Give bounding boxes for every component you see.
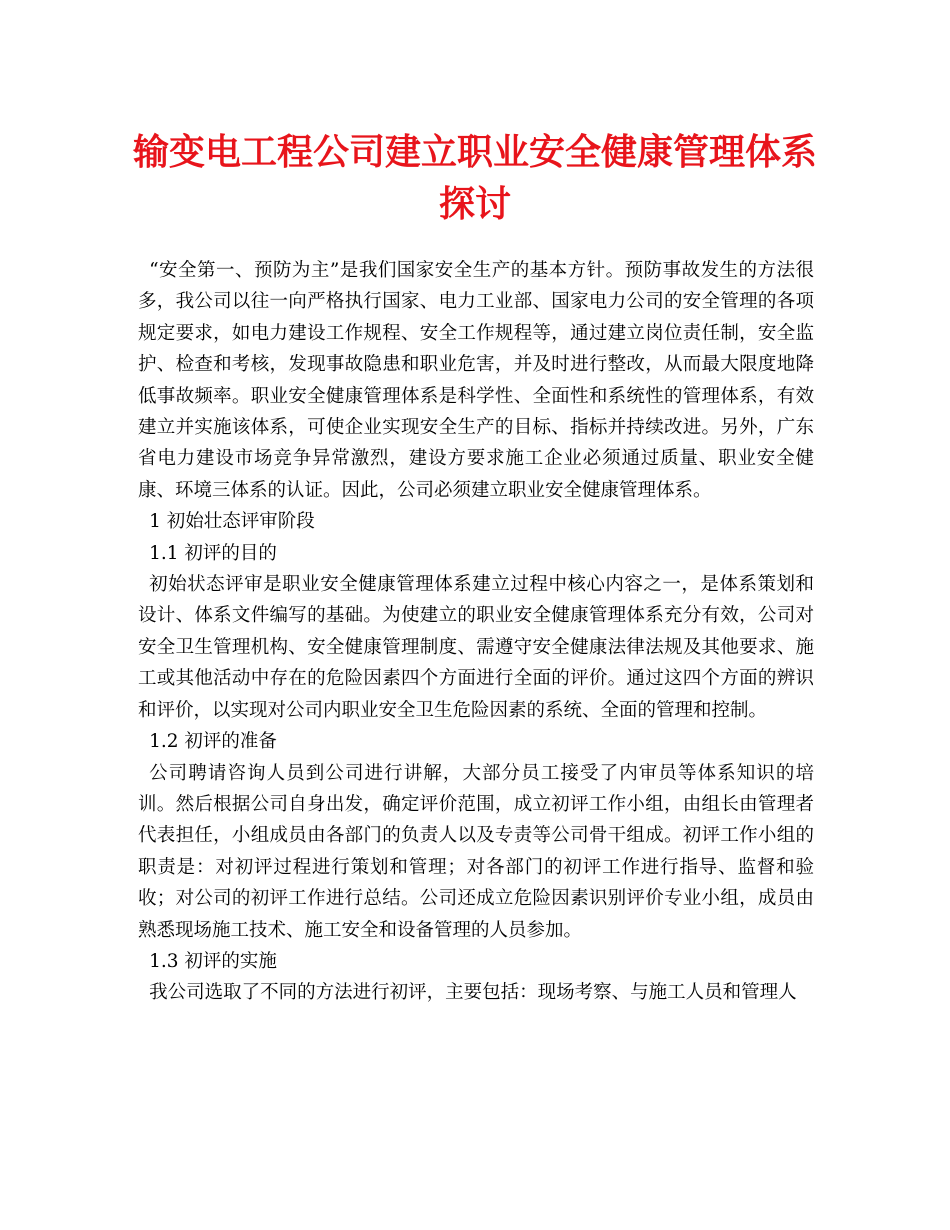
paragraph-1-1: 初始状态评审是职业安全健康管理体系建立过程中核心内容之一，是体系策划和设计、体系文件编写的基础。为使建立的职业安全健康管理体系充分有效，公司对安全卫生管理机构、安全健康管理制度、需遵守安全健康法律法规及其他要求、施工或其他活动中存在的危险因素四个方面进行全面的评价。通过这四个方面的辨识和评价，以实现对公司内职业安全卫生危险因素的系统、全面的管理和控制。 — [138, 574, 814, 721]
intro-paragraph: “安全第一、预防为主”是我们国家安全生产的基本方针。预防事故发生的方法很多，我公司以往一向严格执行国家、电力工业部、国家电力公司的安全管理的各项规定要求，如电力建设工作规程、安全工作规程等，通过建立岗位责任制，安全监护、检查和考核，发现事故隐患和职业危害，并及时进行整改，从而最大限度地降低事故频率。职业安全健康管理体系是科学性、全面性和系统性的管理体系，有效建立并实施该体系，可使企业实现安全生产的目标、指标并持续改进。另外，广东省电力建设市场竞争异常激烈，建设方要求施工企业必须通过质量、职业安全健康、环境三体系的认证。因此，公司必须建立职业安全健康管理体系。 — [138, 260, 814, 501]
title-line-1: 输变电工程公司建立职业安全健康管理体系 — [132, 131, 817, 173]
section-heading-1: 1 初始壮态评审阶段 — [149, 511, 315, 533]
document-title — [120, 126, 830, 230]
section-heading-1-2: 1.2 初评的准备 — [149, 731, 277, 753]
section-heading-1-3: 1.3 初评的实施 — [149, 950, 277, 972]
title-line-2: 探讨 — [438, 183, 511, 225]
document-body — [138, 255, 814, 1009]
paragraph-1-3: 我公司选取了不同的方法进行初评，主要包括：现场考察、与施工人员和管理人 — [149, 982, 797, 1004]
paragraph-1-2: 公司聘请咨询人员到公司进行讲解，大部分员工接受了内审员等体系知识的培训。然后根据公司自身出发，确定评价范围，成立初评工作小组，由组长由管理者代表担任，小组成员由各部门的负责人以及专责等公司骨干组成。初评工作小组的职责是：对初评过程进行策划和管理；对各部门的初评工作进行指导、监督和验收；对公司的初评工作进行总结。公司还成立危险因素识别评价专业小组，成员由熟悉现场施工技术、施工安全和设备管理的人员参加。 — [138, 762, 814, 941]
section-heading-1-1: 1.1 初评的目的 — [149, 542, 277, 564]
